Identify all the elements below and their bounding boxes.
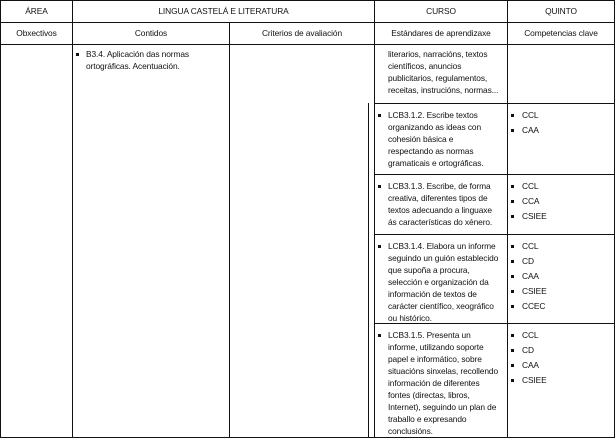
standard-bullet bbox=[378, 245, 381, 248]
column-header-competencies: Competencias clave bbox=[524, 28, 598, 38]
column-header-criteria: Criterios de avaliación bbox=[261, 28, 343, 38]
competency-item: CCL bbox=[522, 181, 539, 191]
competency-item: CCL bbox=[522, 241, 539, 251]
competency-bullet bbox=[511, 114, 514, 117]
contents-bullet bbox=[76, 53, 79, 56]
competency-bullet bbox=[511, 200, 514, 203]
standard-line: organizando as ideas con bbox=[388, 122, 482, 132]
standard-line: creativa, diferentes tipos de bbox=[388, 193, 488, 203]
header-subject: LINGUA CASTELÁ E LITERATURA bbox=[158, 6, 289, 16]
col-separator-2 bbox=[229, 22, 230, 438]
competency-item: CAA bbox=[522, 360, 539, 370]
standard-line: Internet), seguindo un plan de bbox=[388, 402, 497, 412]
header-area: ÁREA bbox=[25, 6, 48, 16]
competency-bullet bbox=[511, 185, 514, 188]
standard-line: información de diferentes bbox=[388, 378, 480, 388]
column-header-separator bbox=[0, 44, 615, 45]
competency-item: CAA bbox=[522, 271, 539, 281]
competency-item: CCA bbox=[522, 196, 540, 206]
table-border-left bbox=[0, 0, 1, 438]
standard-line: selección e organización da bbox=[388, 277, 489, 287]
col-separator-3 bbox=[374, 0, 375, 438]
inner-standards-border bbox=[368, 103, 369, 438]
standard-line: que supoña a procura, bbox=[388, 265, 470, 275]
standard-line: literarios, narracións, textos bbox=[388, 49, 488, 59]
competency-item: CD bbox=[522, 256, 534, 266]
standard-line: fontes (directas, libros, bbox=[388, 390, 470, 400]
competency-bullet bbox=[511, 305, 514, 308]
standard-line: publicitarios, regulamentos, bbox=[388, 73, 488, 83]
standard-line: LCB3.1.3. Escribe, de forma bbox=[388, 181, 491, 191]
competency-bullet bbox=[511, 379, 514, 382]
competency-bullet bbox=[511, 364, 514, 367]
table-border-bottom bbox=[0, 437, 615, 438]
standard-line: cohesión básica e bbox=[388, 134, 454, 144]
standard-line: ou histórico. bbox=[388, 313, 432, 323]
standard-line: textos adecuando a linguaxe bbox=[388, 205, 492, 215]
standard-line: gramaticais e ortográficas. bbox=[388, 158, 484, 168]
competency-item: CCL bbox=[522, 330, 539, 340]
standard-line: traballo e expresando bbox=[388, 414, 467, 424]
header-course-label: CURSO bbox=[426, 6, 456, 16]
competency-bullet bbox=[511, 275, 514, 278]
competency-bullet bbox=[511, 334, 514, 337]
standard-line: carácter científico, xeográfico bbox=[388, 301, 494, 311]
col-separator-1 bbox=[72, 0, 73, 438]
competency-item: CSIEE bbox=[522, 211, 547, 221]
competency-bullet bbox=[511, 245, 514, 248]
competency-item: CD bbox=[522, 345, 534, 355]
competency-bullet bbox=[511, 260, 514, 263]
standard-line: conclusións. bbox=[388, 426, 433, 436]
standard-line: informe, utilizando soporte bbox=[388, 342, 484, 352]
col-separator-4 bbox=[507, 0, 508, 438]
standard-line: respectando as normas bbox=[388, 146, 474, 156]
standard-line: LCB3.1.2. Escribe textos bbox=[388, 110, 478, 120]
standard-line: receitas, instrucións, normas... bbox=[388, 85, 499, 95]
competency-bullet bbox=[511, 215, 514, 218]
competency-item: CCEC bbox=[522, 301, 546, 311]
row-separator-2 bbox=[375, 174, 615, 175]
standard-bullet bbox=[378, 114, 381, 117]
competency-item: CCL bbox=[522, 110, 539, 120]
table-border-top bbox=[0, 0, 615, 1]
standard-line: científicos, anuncios bbox=[388, 61, 462, 71]
competency-item: CSIEE bbox=[522, 286, 547, 296]
standard-bullet bbox=[378, 334, 381, 337]
standard-bullet bbox=[378, 185, 381, 188]
row-separator-1 bbox=[375, 103, 615, 104]
standard-line: información de textos de bbox=[388, 289, 477, 299]
standard-line: LCB3.1.5. Presenta un bbox=[388, 330, 471, 340]
row-separator-3 bbox=[375, 234, 615, 235]
competency-bullet bbox=[511, 290, 514, 293]
competency-bullet bbox=[511, 129, 514, 132]
header-course-value: QUINTO bbox=[545, 6, 577, 16]
standard-line: situacións sinxelas, recollendo bbox=[388, 366, 499, 376]
contents-line: B3.4. Aplicación das normas bbox=[86, 49, 189, 59]
header-row-separator bbox=[0, 22, 615, 23]
standard-line: ás características do xénero. bbox=[388, 217, 493, 227]
column-header-objectives: Obxectivos bbox=[16, 28, 57, 38]
competency-item: CAA bbox=[522, 125, 539, 135]
contents-line: ortográficas. Acentuación. bbox=[86, 61, 180, 71]
standard-line: papel e informático, sobre bbox=[388, 354, 482, 364]
column-header-contents: Contidos bbox=[134, 28, 168, 38]
standard-line: LCB3.1.4. Elabora un informe bbox=[388, 241, 496, 251]
competency-bullet bbox=[511, 349, 514, 352]
column-header-standards: Estándares de aprendizaxe bbox=[391, 28, 491, 38]
standard-line: seguindo un guión establecido bbox=[388, 253, 499, 263]
competency-item: CSIEE bbox=[522, 375, 547, 385]
